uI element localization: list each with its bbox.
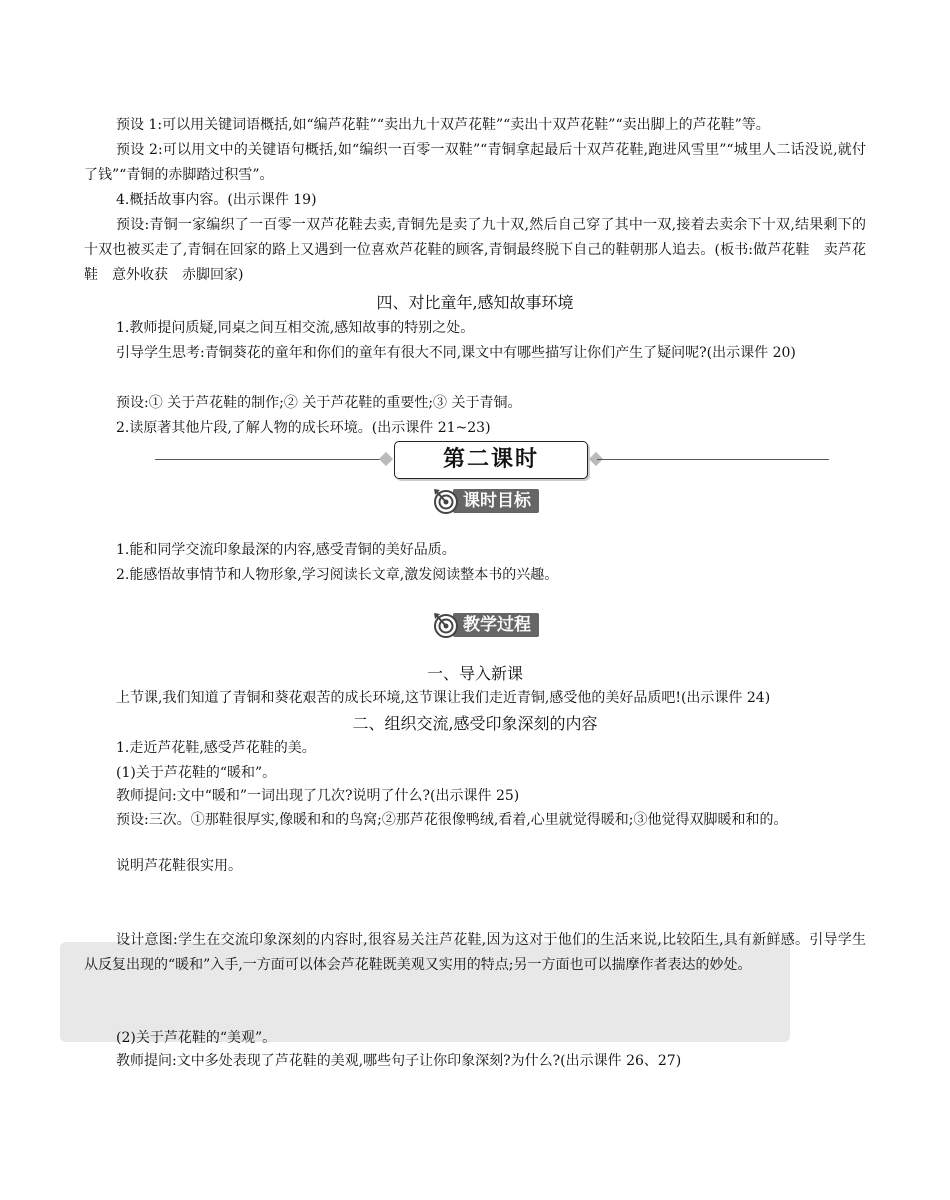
section-4-item-2: 2.读原著其他片段,了解人物的成长环境。(出示课件 21~23) [116, 420, 491, 436]
target-icon [433, 488, 459, 514]
process-section-2-title: 二、组织交流,感受印象深刻的内容 [352, 714, 598, 733]
lesson-divider-right [597, 459, 829, 460]
preset-2: 预设 2:可以用文中的关键语句概括,如“编织一百零一双鞋”“青铜拿起最后十双芦花鞋,跑进风雪里”“城里人二话没说,就付了钱”“青铜的赤脚踏过积雪”。 [84, 142, 866, 183]
process-section-1-text: 上节课,我们知道了青铜和葵花艰苦的成长环境,这节课让我们走近青铜,感受他的美好品质吧!(出示课件 24) [116, 690, 771, 706]
process-explain: 说明芦花鞋很实用。 [116, 858, 242, 874]
target-icon [433, 612, 459, 638]
section-4-preset: 预设:① 关于芦花鞋的制作;② 关于芦花鞋的重要性;③ 关于青铜。 [116, 395, 522, 411]
step-4: 4.概括故事内容。(出示课件 19) [116, 192, 317, 208]
process-preset-1: 预设:三次。①那鞋很厚实,像暖和和的鸟窝;②那芦花很像鸭绒,看着,心里就觉得暖和;③他觉得双脚暖和和的。 [116, 812, 788, 828]
process-sub-1: (1)关于芦花鞋的“暖和”。 [116, 765, 277, 781]
design-intent-text: 设计意图:学生在交流印象深刻的内容时,很容易关注芦花鞋,因为这对于他们的生活来说,比较陌生,具有新鲜感。引导学生从反复出现的“暖和”入手,一方面可以体会芦花鞋既美观又实用的特点;另一方面也可以揣摩作者表达的妙处。 [84, 932, 866, 973]
goals-badge [433, 488, 539, 514]
section-4-guide: 引导学生思考:青铜葵花的童年和你们的童年有很大不同,课文中有哪些描写让你们产生了疑问呢?(出示课件 20) [116, 345, 796, 361]
process-question-2: 教师提问:文中多处表现了芦花鞋的美观,哪些句子让你印象深刻?为什么?(出示课件 26、27) [116, 1053, 682, 1069]
preset-1: 预设 1:可以用关键词语概括,如“编芦花鞋”“卖出九十双芦花鞋”“卖出十双芦花鞋”“卖出脚上的芦花鞋”等。 [116, 117, 770, 133]
process-item-1: 1.走近芦花鞋,感受芦花鞋的美。 [116, 740, 316, 756]
goals-badge-label: 课时目标 [453, 489, 539, 513]
goal-1: 1.能和同学交流印象最深的内容,感受青铜的美好品质。 [116, 542, 456, 558]
process-section-1-title: 一、导入新课 [426, 664, 523, 683]
section-4-item-1: 1.教师提问质疑,同桌之间互相交流,感知故事的特别之处。 [116, 320, 475, 336]
process-badge-label: 教学过程 [453, 613, 539, 637]
section-4-title: 四、对比童年,感知故事环境 [376, 293, 574, 312]
goal-2: 2.能感悟故事情节和人物形象,学习阅读长文章,激发阅读整本书的兴趣。 [116, 567, 559, 583]
lesson-divider-dot-left [379, 452, 393, 466]
preset-summary: 预设:青铜一家编织了一百零一双芦花鞋去卖,青铜先是卖了九十双,然后自己穿了其中一双,接着去卖余下十双,结果剩下的十双也被买走了,青铜在回家的路上又遇到一位喜欢芦花鞋的顾客,青铜最终脱下自己的鞋朝那人追去。(板书:做芦花鞋 卖芦花鞋 意外收获 赤脚回家) [84, 217, 866, 283]
process-question-1: 教师提问:文中“暖和”一词出现了几次?说明了什么?(出示课件 25) [116, 788, 520, 804]
lesson-divider-left [155, 459, 387, 460]
process-sub-2: (2)关于芦花鞋的“美观”。 [116, 1030, 277, 1046]
lesson-2-title: 第二课时 [394, 441, 588, 479]
process-badge [433, 612, 539, 638]
